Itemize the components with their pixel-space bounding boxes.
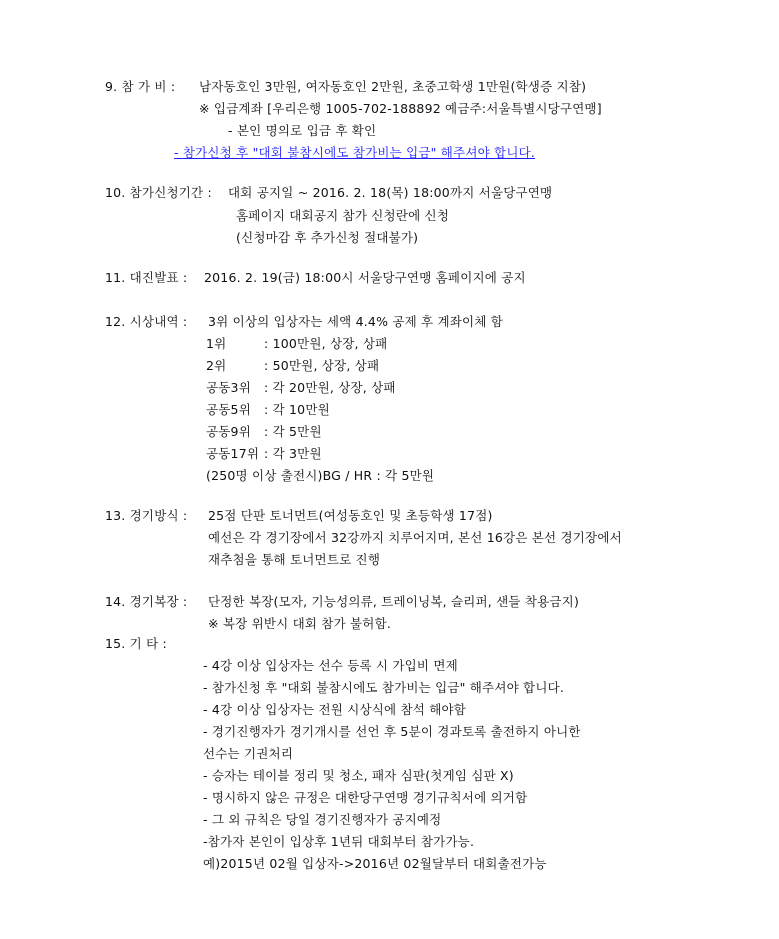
etc-item: 예)2015년 02월 입상자->2016년 02월달부터 대회출전가능 (203, 856, 547, 871)
registration-period: 대회 공지일 ~ 2016. 2. 18(목) 18:00까지 서울당구연맹 (228, 185, 553, 200)
prize-amount: : 각 20만원, 상장, 상패 (264, 380, 396, 395)
format-label: 13. 경기방식 : (105, 508, 188, 523)
prizes-intro: 3위 이상의 입상자는 세액 4.4% 공제 후 계좌이체 함 (208, 314, 504, 329)
registration-method: 홈페이지 대회공지 참가 신청란에 신청 (236, 208, 450, 223)
prize-amount: : 각 5만원 (264, 424, 322, 439)
prize-rank: 1위 (206, 336, 227, 351)
etc-item: - 참가신청 후 "대회 불참시에도 참가비는 입금" 해주셔야 합니다. (203, 680, 565, 695)
prize-amount: : 50만원, 상장, 상패 (264, 358, 380, 373)
prize-amount: : 각 10만원 (264, 402, 330, 417)
prize-rank: 2위 (206, 358, 227, 373)
dress-label: 14. 경기복장 : (105, 594, 188, 609)
etc-item: - 명시하지 않은 규정은 대한당구연맹 경기규칙서에 의거함 (203, 790, 528, 805)
prize-rank: 공동9위 (206, 424, 251, 439)
registration-label: 10. 참가신청기간 : (105, 185, 212, 200)
prize-rank: 공동17위 (206, 446, 260, 461)
fee-payment-notice: - 참가신청 후 "대회 불참시에도 참가비는 입금" 해주셔야 합니다. (174, 145, 536, 160)
fee-name-note: - 본인 명의로 입금 후 확인 (228, 123, 377, 138)
etc-item: - 승자는 테이블 정리 및 청소, 패자 심판(첫게임 심판 X) (203, 768, 514, 783)
prize-amount: : 각 3만원 (264, 446, 322, 461)
fee-label: 9. 참 가 비 : (105, 79, 176, 94)
bracket-label: 11. 대진발표 : (105, 270, 188, 285)
bracket-announcement: 2016. 2. 19(금) 18:00시 서울당구연맹 홈페이지에 공지 (204, 270, 526, 285)
etc-item: - 경기진행자가 경기개시를 선언 후 5분이 경과토록 출전하지 아니한 (203, 724, 581, 739)
format-prelims: 예선은 각 경기장에서 32강까지 치루어지며, 본선 16강은 본선 경기장에서 (208, 530, 622, 545)
etc-item: 선수는 기권처리 (203, 746, 294, 761)
prize-amount: : 100만원, 상장, 상패 (264, 336, 388, 351)
etc-label: 15. 기 타 : (105, 636, 167, 651)
fee-account: ※ 입금계좌 [우리은행 1005-702-188892 예금주:서울특별시당구연맹] (199, 101, 602, 116)
etc-item: - 4강 이상 입상자는 선수 등록 시 가입비 면제 (203, 658, 458, 673)
registration-deadline-note: (신청마감 후 추가신청 절대불가) (236, 230, 419, 245)
prize-rank: 공동5위 (206, 402, 251, 417)
dress-rule: 단정한 복장(모자, 기능성의류, 트레이닝복, 슬리퍼, 샌들 착용금지) (208, 594, 580, 609)
dress-violation-note: ※ 복장 위반시 대회 참가 불허함. (208, 616, 392, 631)
etc-item: -참가자 본인이 입상후 1년뒤 대회부터 참가가능. (203, 834, 475, 849)
format-redraw: 재추첨을 통해 토너먼트로 진행 (208, 552, 381, 567)
format-main: 25점 단판 토너먼트(여성동호인 및 초등학생 17점) (208, 508, 493, 523)
etc-item: - 그 외 규칙은 당일 경기진행자가 공지예정 (203, 812, 442, 827)
prizes-label: 12. 시상내역 : (105, 314, 188, 329)
etc-item: - 4강 이상 입상자는 전원 시상식에 참석 해야함 (203, 702, 467, 717)
fee-amounts: 남자동호인 3만원, 여자동호인 2만원, 초중고학생 1만원(학생증 지참) (199, 79, 587, 94)
prize-extra: (250명 이상 출전시)BG / HR : 각 5만원 (206, 468, 435, 483)
prize-rank: 공동3위 (206, 380, 251, 395)
